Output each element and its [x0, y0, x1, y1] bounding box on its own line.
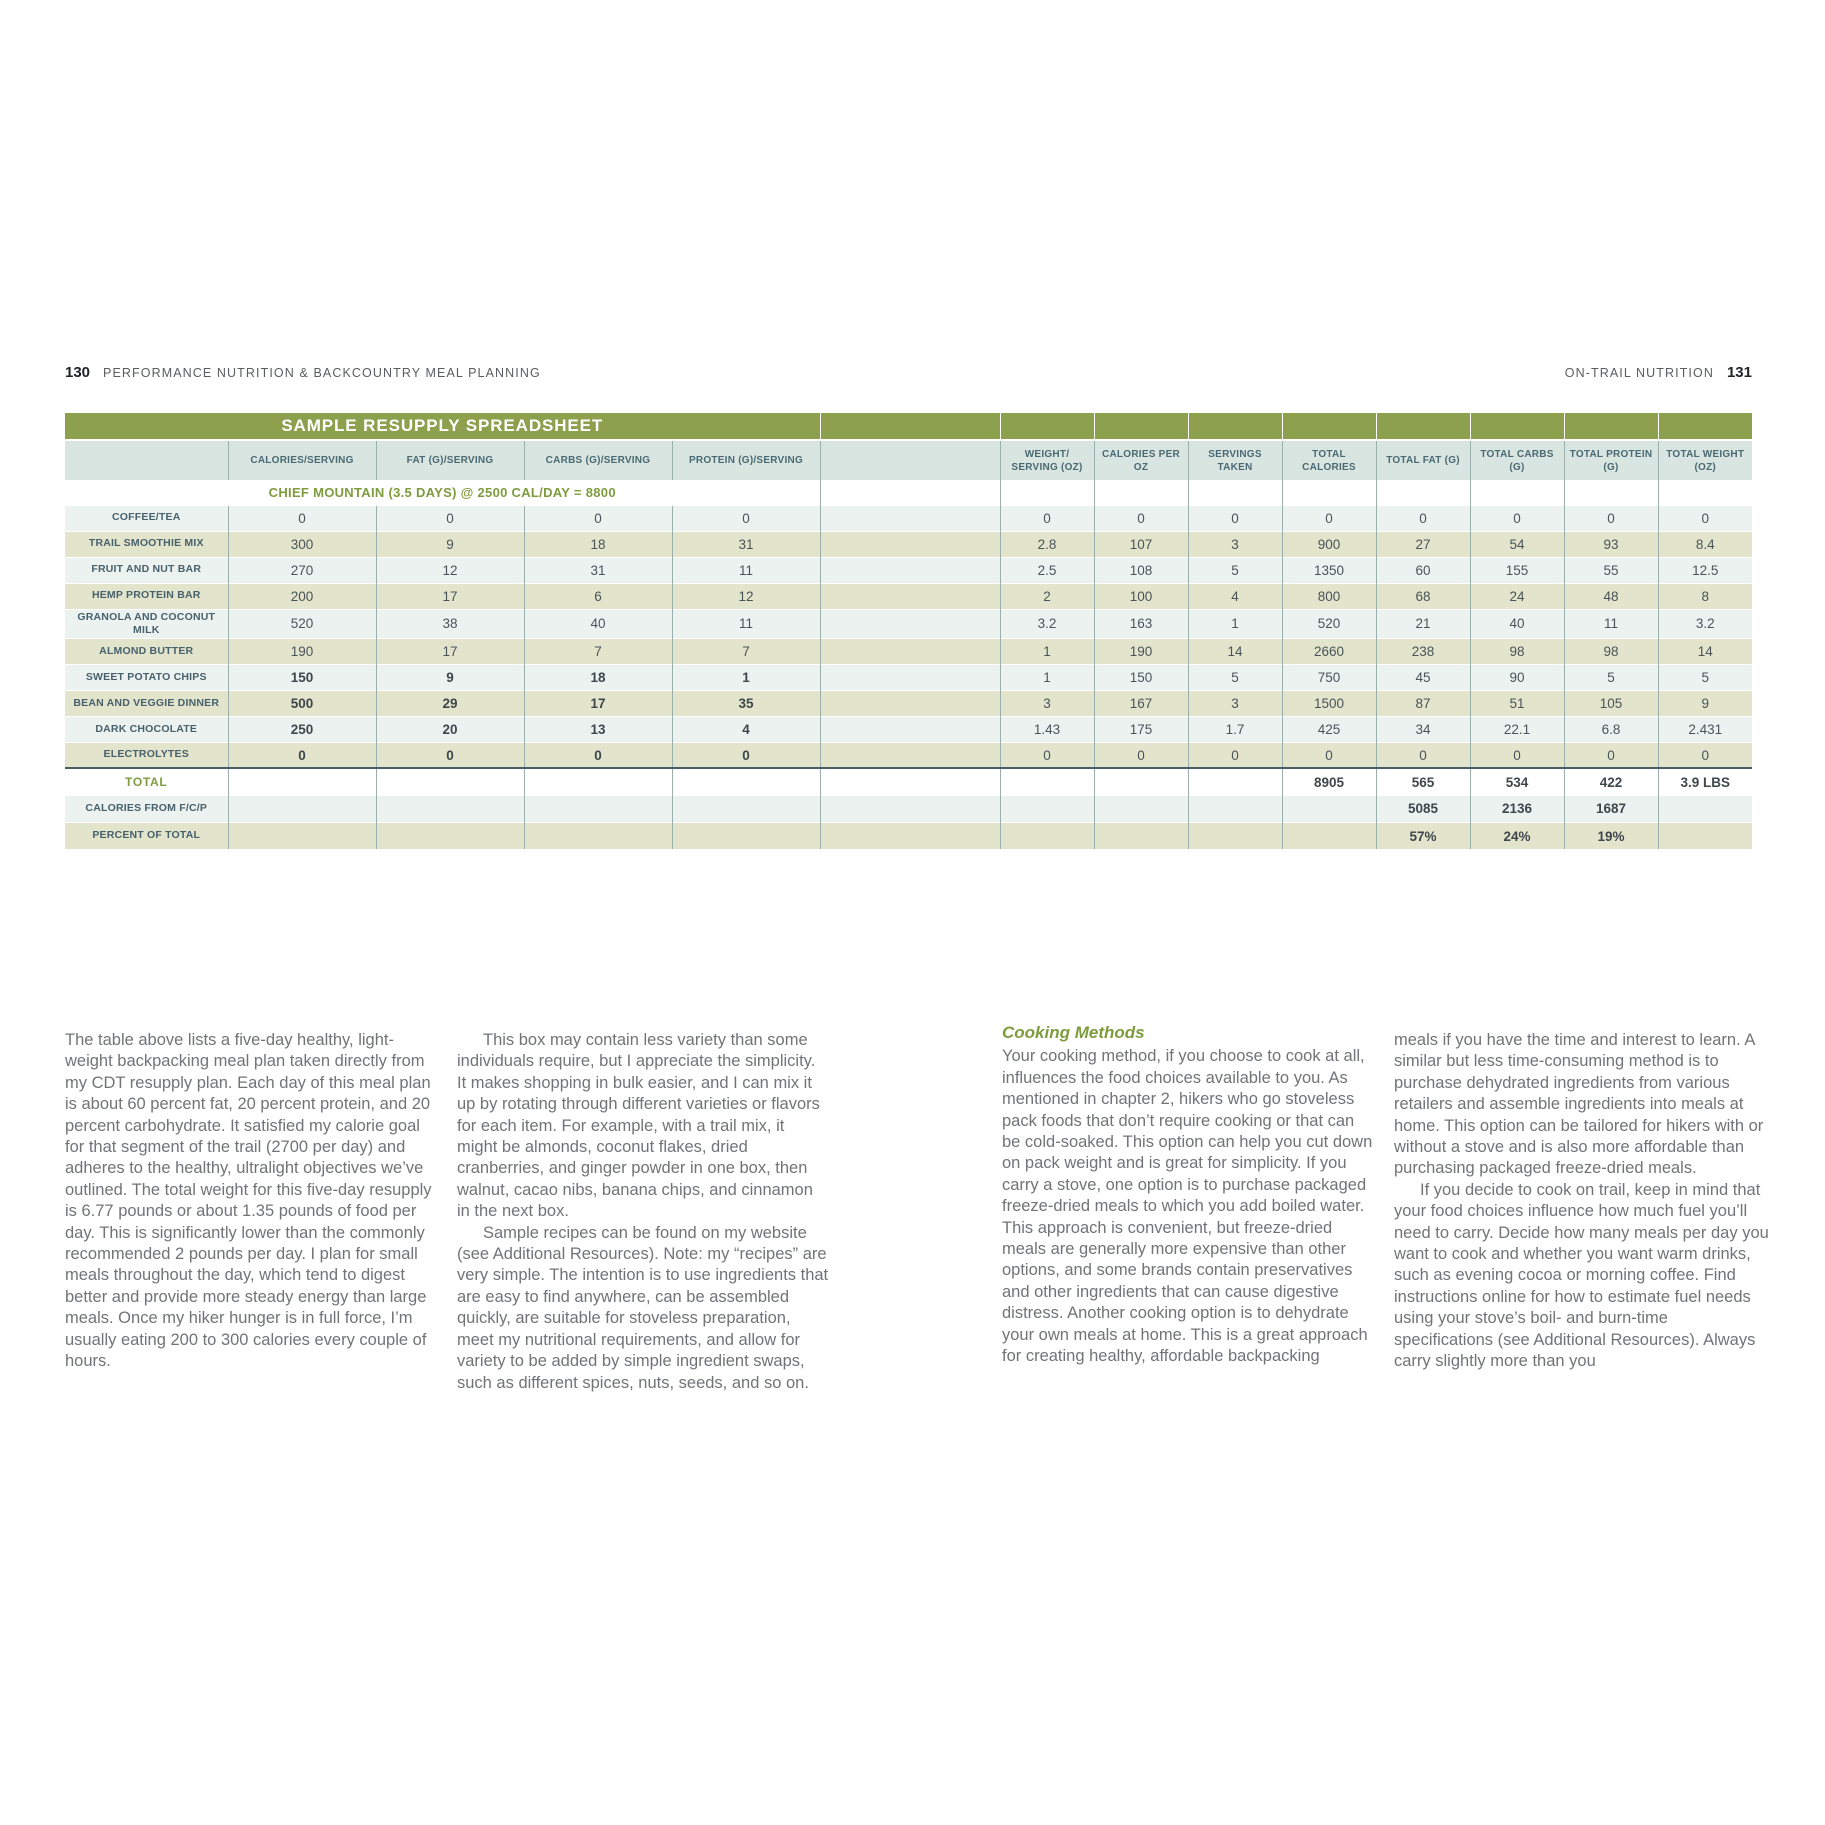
summary-label: CALORIES FROM F/C/P: [65, 795, 228, 822]
cell-value: 3.2: [1000, 609, 1094, 638]
table-row: [65, 531, 1752, 557]
cell-value: 520: [228, 609, 376, 638]
column-header: FAT (G)/SERVING: [376, 440, 524, 480]
column-header: CALORIES/SERVING: [228, 440, 376, 480]
table-row: [65, 480, 1752, 505]
cell-value: 270: [228, 557, 376, 583]
cell-value: 17: [376, 583, 524, 609]
cell-value: 100: [1094, 583, 1188, 609]
empty-cell: [1000, 480, 1094, 505]
spacer-cell: [820, 795, 1000, 822]
band-segment: [1564, 413, 1658, 440]
cooking-methods-heading: Cooking Methods: [1002, 1023, 1145, 1042]
cell-value: 2660: [1282, 638, 1376, 664]
cell-value: 0: [228, 505, 376, 531]
cell-value: 13: [524, 716, 672, 742]
cell-value: 200: [228, 583, 376, 609]
empty-cell: [376, 822, 524, 849]
cell-value: 175: [1094, 716, 1188, 742]
cell-value: 9: [376, 531, 524, 557]
table-row: [65, 690, 1752, 716]
summary-value: 565: [1376, 768, 1470, 795]
resupply-spreadsheet-table: [65, 413, 1752, 849]
cell-value: 0: [1000, 742, 1094, 768]
column-header: TOTAL PROTEIN (G): [1564, 440, 1658, 480]
summary-value: [1188, 768, 1282, 795]
paragraph: This box may contain less variety than some individuals require, but I appreciate the simplicity. It makes shopping in bulk easier, and I can mix it up by rotating through different varieties or flavors for each item. For example, with a trail mix, it might be almonds, coconut flakes, dried cranberries, and ginger powder in one box, then walnut, cacao nibs, banana chips, and cinnamon in the next box.: [457, 1031, 820, 1221]
text-column-2: [457, 1030, 829, 1394]
table-row: [65, 583, 1752, 609]
cell-value: 45: [1376, 664, 1470, 690]
spacer-cell: [820, 716, 1000, 742]
cell-value: 17: [524, 690, 672, 716]
cell-value: 105: [1564, 690, 1658, 716]
summary-label: TOTAL: [65, 768, 228, 795]
row-label-header: [65, 440, 228, 480]
summary-value: [1094, 822, 1188, 849]
summary-value: [1094, 768, 1188, 795]
cell-value: 750: [1282, 664, 1376, 690]
empty-cell: [1376, 480, 1470, 505]
cell-value: 1350: [1282, 557, 1376, 583]
table-row: [65, 557, 1752, 583]
cell-value: 0: [1658, 742, 1752, 768]
running-head-left: [65, 364, 541, 381]
spacer-header: [820, 440, 1000, 480]
cell-value: 48: [1564, 583, 1658, 609]
summary-value: [1000, 795, 1094, 822]
cell-value: 800: [1282, 583, 1376, 609]
cell-value: 60: [1376, 557, 1470, 583]
summary-value: 534: [1470, 768, 1564, 795]
cell-value: 1.43: [1000, 716, 1094, 742]
empty-cell: [1564, 480, 1658, 505]
empty-cell: [228, 795, 376, 822]
cell-value: 24: [1470, 583, 1564, 609]
cell-value: 500: [228, 690, 376, 716]
row-label: ALMOND BUTTER: [65, 638, 228, 664]
cell-value: 29: [376, 690, 524, 716]
cell-value: 18: [524, 664, 672, 690]
row-label: SWEET POTATO CHIPS: [65, 664, 228, 690]
empty-cell: [672, 822, 820, 849]
cell-value: 1500: [1282, 690, 1376, 716]
cell-value: 87: [1376, 690, 1470, 716]
cell-value: 150: [228, 664, 376, 690]
spacer-cell: [820, 822, 1000, 849]
cell-value: 98: [1564, 638, 1658, 664]
column-header: TOTAL WEIGHT (OZ): [1658, 440, 1752, 480]
summary-value: 2136: [1470, 795, 1564, 822]
cell-value: 4: [672, 716, 820, 742]
cell-value: 18: [524, 531, 672, 557]
cell-value: 12: [376, 557, 524, 583]
cell-value: 1.7: [1188, 716, 1282, 742]
row-label: ELECTROLYTES: [65, 742, 228, 768]
table-row: [65, 716, 1752, 742]
empty-cell: [1188, 480, 1282, 505]
cell-value: 5: [1658, 664, 1752, 690]
summary-value: 19%: [1564, 822, 1658, 849]
summary-value: [1282, 822, 1376, 849]
running-title-right: ON-TRAIL NUTRITION: [1564, 366, 1714, 380]
cell-value: 7: [524, 638, 672, 664]
summary-value: 5085: [1376, 795, 1470, 822]
spacer-cell: [820, 505, 1000, 531]
band-segment: [1470, 413, 1564, 440]
empty-cell: [376, 795, 524, 822]
column-header: CARBS (G)/SERVING: [524, 440, 672, 480]
paragraph: If you decide to cook on trail, keep in mind that your food choices influence how much fuel you’ll need to carry. Decide how many meals per day you want to cook and whether you want warm drinks, such as evening cocoa or morning coffee. Find instructions online for how to estimate fuel needs using your stove’s boil- and burn-time specifications (see Additional Resources). Always carry slightly more than you: [1394, 1180, 1769, 1371]
cell-value: 0: [672, 505, 820, 531]
cell-value: 107: [1094, 531, 1188, 557]
cell-value: 3: [1188, 531, 1282, 557]
cell-value: 11: [672, 557, 820, 583]
cell-value: 0: [524, 742, 672, 768]
empty-cell: [672, 768, 820, 795]
running-head-right: [1565, 364, 1752, 381]
summary-value: [1658, 795, 1752, 822]
summary-value: [1000, 768, 1094, 795]
column-header: TOTAL CALORIES: [1282, 440, 1376, 480]
cell-value: 9: [376, 664, 524, 690]
table-row: [65, 822, 1752, 849]
cell-value: 0: [1470, 505, 1564, 531]
spacer-cell: [820, 768, 1000, 795]
summary-value: [1188, 795, 1282, 822]
empty-cell: [1470, 480, 1564, 505]
cell-value: 2.431: [1658, 716, 1752, 742]
text-column-4: [1394, 1030, 1769, 1373]
cell-value: 1: [1000, 664, 1094, 690]
table-row: [65, 664, 1752, 690]
summary-value: 8905: [1282, 768, 1376, 795]
summary-value: [1188, 822, 1282, 849]
text-column-1: [65, 1030, 437, 1373]
cell-value: 8: [1658, 583, 1752, 609]
cell-value: 238: [1376, 638, 1470, 664]
cell-value: 520: [1282, 609, 1376, 638]
cell-value: 21: [1376, 609, 1470, 638]
spacer-cell: [820, 742, 1000, 768]
spacer-cell: [820, 690, 1000, 716]
column-header: SERVINGS TAKEN: [1188, 440, 1282, 480]
cell-value: 1: [672, 664, 820, 690]
cell-value: 9: [1658, 690, 1752, 716]
cell-value: 55: [1564, 557, 1658, 583]
spacer-cell: [820, 638, 1000, 664]
spacer-cell: [820, 583, 1000, 609]
band-segment: [1000, 413, 1094, 440]
cell-value: 34: [1376, 716, 1470, 742]
cell-value: 35: [672, 690, 820, 716]
spacer-cell: [820, 480, 1000, 505]
row-label: FRUIT AND NUT BAR: [65, 557, 228, 583]
table-row: [65, 413, 1752, 440]
summary-value: [1658, 822, 1752, 849]
cell-value: 12: [672, 583, 820, 609]
cell-value: 0: [1376, 505, 1470, 531]
table-row: [65, 768, 1752, 795]
cell-value: 0: [1470, 742, 1564, 768]
cell-value: 40: [1470, 609, 1564, 638]
empty-cell: [524, 795, 672, 822]
cell-value: 0: [1564, 505, 1658, 531]
cell-value: 0: [672, 742, 820, 768]
band-spacer: [820, 413, 1000, 440]
empty-cell: [228, 822, 376, 849]
cell-value: 5: [1188, 557, 1282, 583]
cell-value: 11: [1564, 609, 1658, 638]
column-header: TOTAL FAT (G): [1376, 440, 1470, 480]
text-column-3: [1002, 1022, 1374, 1368]
cell-value: 5: [1188, 664, 1282, 690]
summary-value: 422: [1564, 768, 1658, 795]
cell-value: 0: [1376, 742, 1470, 768]
cell-value: 1: [1000, 638, 1094, 664]
running-heads: [65, 364, 1752, 381]
column-header: CALORIES PER OZ: [1094, 440, 1188, 480]
cell-value: 68: [1376, 583, 1470, 609]
cell-value: 5: [1564, 664, 1658, 690]
cell-value: 2: [1000, 583, 1094, 609]
cell-value: 31: [524, 557, 672, 583]
cell-value: 20: [376, 716, 524, 742]
summary-value: [1000, 822, 1094, 849]
cell-value: 22.1: [1470, 716, 1564, 742]
column-header: WEIGHT/ SERVING (OZ): [1000, 440, 1094, 480]
empty-cell: [1094, 480, 1188, 505]
table-row: [65, 609, 1752, 638]
cell-value: 27: [1376, 531, 1470, 557]
cell-value: 14: [1188, 638, 1282, 664]
cell-value: 0: [1282, 742, 1376, 768]
cell-value: 0: [1094, 505, 1188, 531]
cell-value: 2.5: [1000, 557, 1094, 583]
cell-value: 12.5: [1658, 557, 1752, 583]
table-title: SAMPLE RESUPPLY SPREADSHEET: [65, 413, 820, 440]
cell-value: 3: [1000, 690, 1094, 716]
empty-cell: [524, 822, 672, 849]
row-label: COFFEE/TEA: [65, 505, 228, 531]
cell-value: 0: [1564, 742, 1658, 768]
summary-value: [1282, 795, 1376, 822]
cell-value: 51: [1470, 690, 1564, 716]
cell-value: 190: [228, 638, 376, 664]
cell-value: 98: [1470, 638, 1564, 664]
table-row: [65, 795, 1752, 822]
cell-value: 40: [524, 609, 672, 638]
summary-label: PERCENT OF TOTAL: [65, 822, 228, 849]
spacer-cell: [820, 664, 1000, 690]
cell-value: 425: [1282, 716, 1376, 742]
running-title-left: PERFORMANCE NUTRITION & BACKCOUNTRY MEAL PLANNING: [103, 366, 541, 380]
summary-value: 57%: [1376, 822, 1470, 849]
paragraph: Sample recipes can be found on my website (see Additional Resources). Note: my “recipes” are very simple. The intention is to use ingredients that are easy to find anywhere, can be assembled quickly, are suitable for stoveless preparation, meet my nutritional requirements, and allow for variety to be added by simple ingredient swaps, such as different spices, nuts, seeds, and so on.: [457, 1223, 829, 1392]
cell-value: 163: [1094, 609, 1188, 638]
table-row: [65, 440, 1752, 480]
empty-cell: [1658, 480, 1752, 505]
empty-cell: [1282, 480, 1376, 505]
row-label: GRANOLA AND COCONUT MILK: [65, 609, 228, 638]
cell-value: 0: [1188, 742, 1282, 768]
cell-value: 0: [1282, 505, 1376, 531]
band-segment: [1188, 413, 1282, 440]
cell-value: 54: [1470, 531, 1564, 557]
paragraph: Your cooking method, if you choose to cook at all, influences the food choices available to you. As mentioned in chapter 2, hikers who go stoveless pack foods that don’t require cooking or that can be cold-soaked. This option can help you cut down on pack weight and is great for simplicity. If you carry a stove, one option is to purchase packaged freeze-dried meals to which you add boiled water. This approach is convenient, but freeze-dried meals are generally more expensive than other options, and some brands contain preservatives and other ingredients that can cause digestive distress. Another cooking option is to dehydrate your own meals at home. This is a great approach for creating healthy, affordable backpacking: [1002, 1047, 1373, 1366]
row-label: BEAN AND VEGGIE DINNER: [65, 690, 228, 716]
page-number-right: 131: [1726, 364, 1752, 381]
cell-value: 167: [1094, 690, 1188, 716]
row-label: DARK CHOCOLATE: [65, 716, 228, 742]
page-number-left: 130: [65, 364, 91, 381]
band-segment: [1094, 413, 1188, 440]
cell-value: 0: [1188, 505, 1282, 531]
cell-value: 250: [228, 716, 376, 742]
cell-value: 0: [1658, 505, 1752, 531]
cell-value: 6: [524, 583, 672, 609]
cell-value: 3: [1188, 690, 1282, 716]
row-label: TRAIL SMOOTHIE MIX: [65, 531, 228, 557]
cell-value: 93: [1564, 531, 1658, 557]
summary-value: [1094, 795, 1188, 822]
cell-value: 0: [1094, 742, 1188, 768]
cell-value: 0: [1000, 505, 1094, 531]
cell-value: 900: [1282, 531, 1376, 557]
cell-value: 3.2: [1658, 609, 1752, 638]
paragraph: meals if you have the time and interest to learn. A similar but less time-consuming method is to purchase dehydrated ingredients from various retailers and assemble ingredients into meals at home. This option can be tailored for hikers with or without a stove and is also more affordable than purchasing packaged freeze-dried meals.: [1394, 1031, 1764, 1178]
section-header: CHIEF MOUNTAIN (3.5 DAYS) @ 2500 CAL/DAY = 8800: [65, 480, 820, 505]
cell-value: 1: [1188, 609, 1282, 638]
cell-value: 90: [1470, 664, 1564, 690]
cell-value: 2.8: [1000, 531, 1094, 557]
spacer-cell: [820, 609, 1000, 638]
cell-value: 190: [1094, 638, 1188, 664]
empty-cell: [376, 768, 524, 795]
paragraph: The table above lists a five-day healthy, light-weight backpacking meal plan taken directly from my CDT resupply plan. Each day of this meal plan is about 60 percent fat, 20 percent protein, and 20 percent carbohydrate. It satisfied my calorie goal for that segment of the trail (2700 per day) and adheres to the healthy, ultralight objectives we’ve outlined. The total weight for this five-day resupply is 6.77 pounds or about 1.35 pounds of food per day. This is significantly lower than the commonly recommended 2 pounds per day. I plan for small meals throughout the day, which tend to digest better and provide more steady energy than large meals. Once my hiker hunger is in full force, I’m usually eating 200 to 300 calories every couple of hours.: [65, 1031, 432, 1371]
cell-value: 155: [1470, 557, 1564, 583]
spacer-cell: [820, 557, 1000, 583]
empty-cell: [228, 768, 376, 795]
band-segment: [1376, 413, 1470, 440]
cell-value: 14: [1658, 638, 1752, 664]
summary-value: 1687: [1564, 795, 1658, 822]
cell-value: 11: [672, 609, 820, 638]
summary-value: 3.9 LBS: [1658, 768, 1752, 795]
empty-cell: [524, 768, 672, 795]
band-segment: [1658, 413, 1752, 440]
empty-cell: [672, 795, 820, 822]
cell-value: 0: [376, 742, 524, 768]
cell-value: 108: [1094, 557, 1188, 583]
band-segment: [1282, 413, 1376, 440]
cell-value: 38: [376, 609, 524, 638]
cell-value: 300: [228, 531, 376, 557]
column-header: PROTEIN (G)/SERVING: [672, 440, 820, 480]
summary-value: 24%: [1470, 822, 1564, 849]
cell-value: 31: [672, 531, 820, 557]
column-header: TOTAL CARBS (G): [1470, 440, 1564, 480]
cell-value: 0: [228, 742, 376, 768]
cell-value: 17: [376, 638, 524, 664]
spacer-cell: [820, 531, 1000, 557]
table-row: [65, 505, 1752, 531]
table-row: [65, 638, 1752, 664]
cell-value: 6.8: [1564, 716, 1658, 742]
row-label: HEMP PROTEIN BAR: [65, 583, 228, 609]
cell-value: 0: [524, 505, 672, 531]
cell-value: 7: [672, 638, 820, 664]
cell-value: 8.4: [1658, 531, 1752, 557]
table-row: [65, 742, 1752, 768]
cell-value: 4: [1188, 583, 1282, 609]
cell-value: 150: [1094, 664, 1188, 690]
cell-value: 0: [376, 505, 524, 531]
